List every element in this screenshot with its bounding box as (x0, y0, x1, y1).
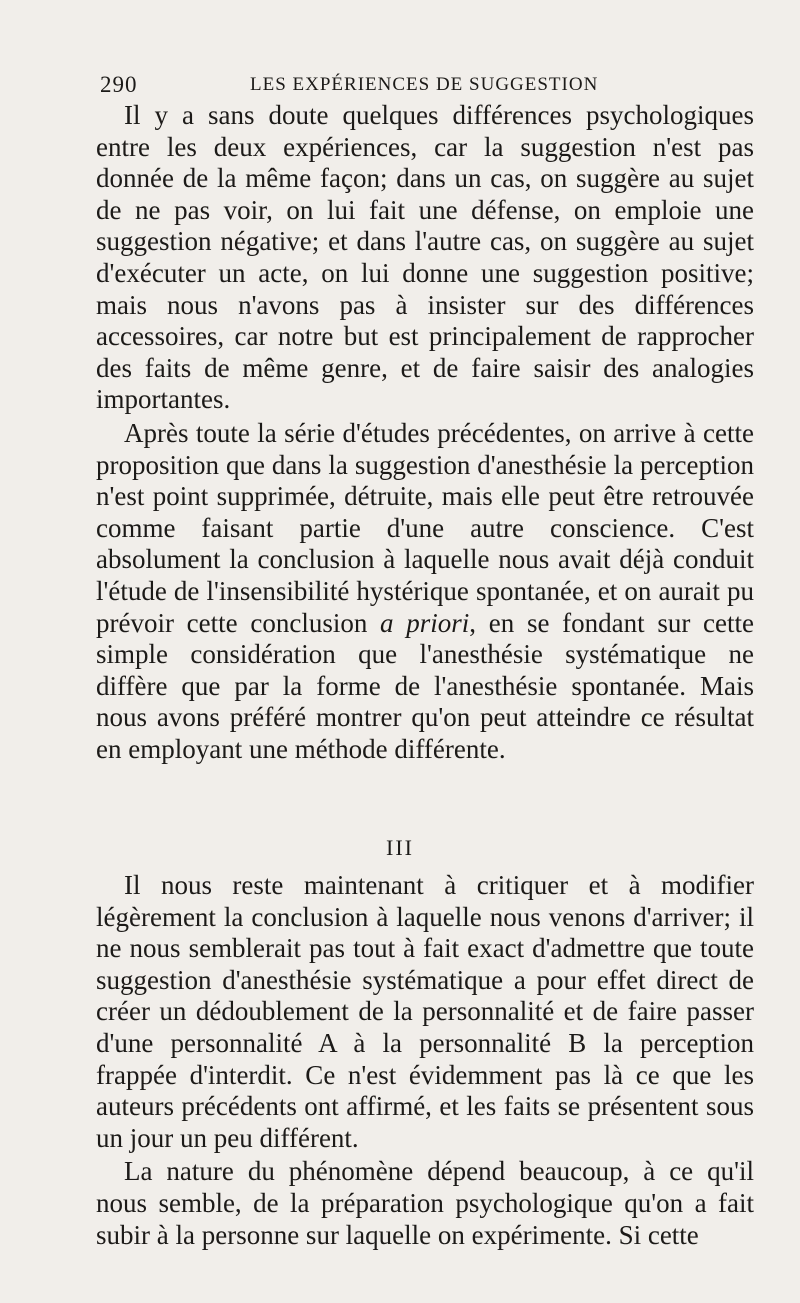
paragraph: La nature du phénomène dépend beaucoup, à ce qu'il nous semble, de la préparation psychologique qu'on a fait subir à la personne sur laquelle on expérimente. Si cette (96, 1156, 754, 1250)
paragraph: Il y a sans doute quelques différences psychologiques entre les deux expériences, car la suggestion n'est pas donnée de la même façon; dans un cas, on suggère au sujet de ne pas voir, on lui fait une défense, on emploie une suggestion négative; et dans l'autre cas, on suggère au sujet d'exécuter un acte, on lui donne une suggestion positive; mais nous n'avons pas à insister sur des différences accessoires, car notre but est principalement de rapprocher des faits de même genre, et de faire saisir des analogies importantes. (96, 100, 754, 415)
body-text-before-section (96, 100, 754, 765)
body-text-after-section (96, 870, 754, 1251)
italic-phrase: a priori (380, 607, 470, 638)
page-header (100, 72, 752, 102)
running-head: LES EXPÉRIENCES DE SUGGESTION (250, 74, 599, 95)
page-number: 290 (100, 72, 138, 97)
paragraph-text: Après toute la série d'études précédentes, on arrive à cette proposition que dans la suggestion d'anesthésie la perception n'est point supprimée, détruite, mais elle peut être retrouvée comme faisant partie d'une autre conscience. C'est absolument la conclusion à laquelle nous avait déjà conduit l'étude de l'insensibilité hystérique spontanée, et on aurait pu prévoir cette conclusion (96, 417, 754, 638)
paragraph (96, 418, 754, 766)
paragraph-text: , en se fondant sur cette simple considération que l'anesthésie systématique ne diffère que par la forme de l'anesthésie spontanée. Mais nous avons préféré montrer qu'on peut atteindre ce résultat en employant une méthode différente. (96, 607, 754, 764)
section-number: III (386, 835, 414, 860)
paragraph: Il nous reste maintenant à critiquer et à modifier légèrement la conclusion à laquelle nous venons d'arriver; il ne nous semblerait pas tout à fait exact d'admettre que toute suggestion d'anesthésie systématique a pour effet direct de créer un dédoublement de la personnalité et de faire passer d'une personnalité A à la personnalité B la perception frappée d'interdit. Ce n'est évidemment pas là ce que les auteurs précédents ont affirmé, et les faits se présentent sous un jour un peu différent. (96, 870, 754, 1153)
